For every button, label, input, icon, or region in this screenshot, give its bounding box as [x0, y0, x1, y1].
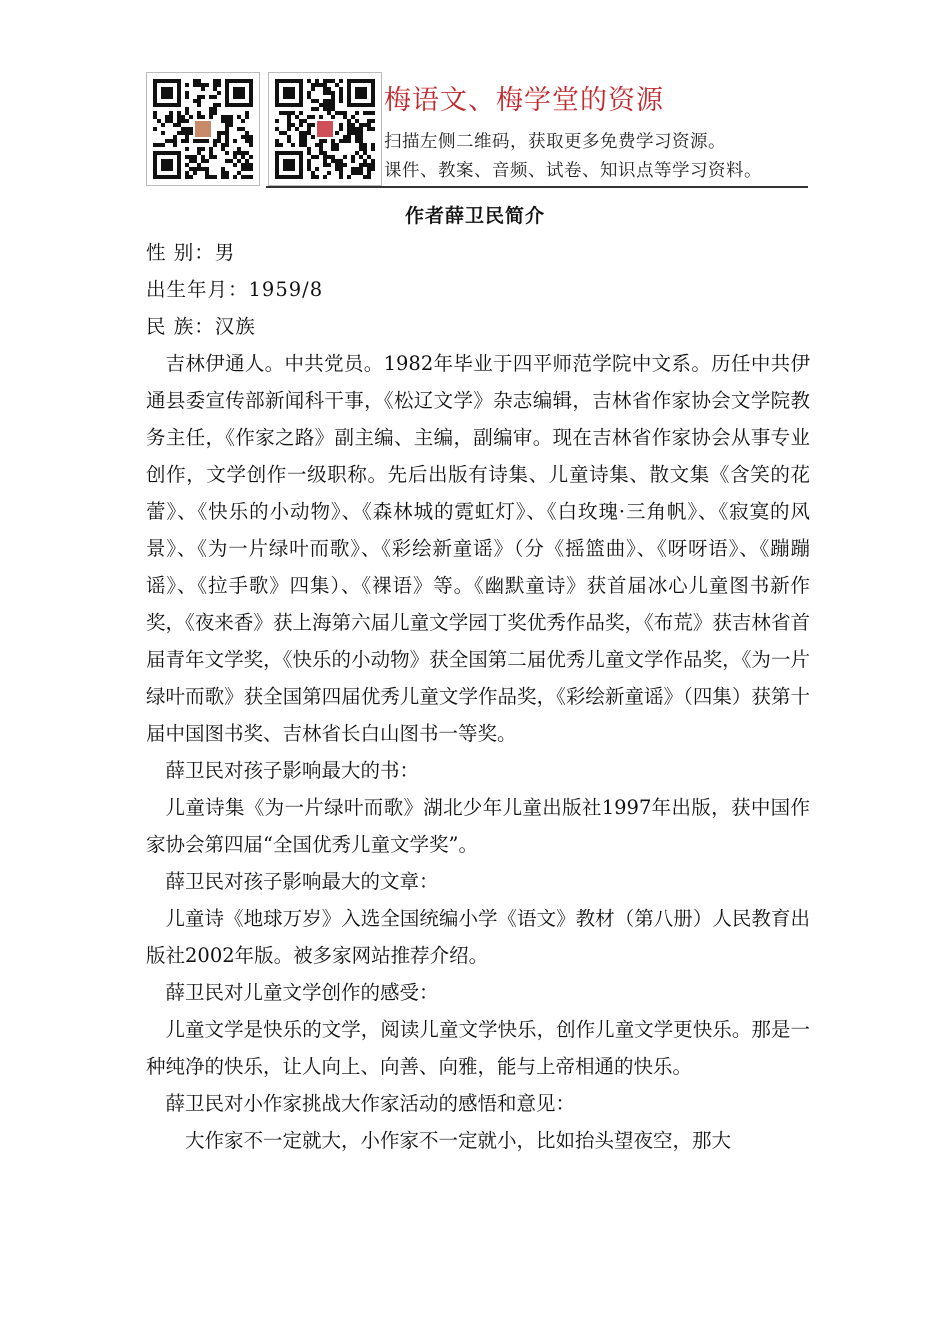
paragraph-article: 儿童诗《地球万岁》入选全国统编小学《语文》教材（第八册）人民教育出版社2002年版。被多家网站推荐介绍。 [146, 907, 810, 967]
qr-code-icon[interactable] [146, 72, 260, 186]
banner-divider [266, 186, 808, 188]
page-title: 作者薛卫民简介 [404, 205, 545, 227]
field-ethnicity: 民 族：汉族 [146, 315, 256, 338]
paragraph-feelings: 儿童文学是快乐的文学，阅读儿童文学快乐，创作儿童文学更快乐。那是一种纯净的快乐，让人向上、向善、向雅，能与上帝相通的快乐。 [146, 1018, 810, 1078]
paragraph-opinions: 大作家不一定就大，小作家不一定就小，比如抬头望夜空，那大 [185, 1129, 732, 1152]
resource-banner [146, 72, 808, 188]
section-heading-article: 薛卫民对孩子影响最大的文章： [165, 870, 439, 893]
banner-title: 梅语文、梅学堂的资源 [384, 85, 664, 116]
qr-code-icon[interactable] [268, 72, 382, 186]
field-birth: 出生年月：1959/8 [146, 278, 324, 301]
section-heading-feelings: 薛卫民对儿童文学创作的感受： [165, 981, 439, 1004]
field-gender: 性 别：男 [146, 241, 236, 264]
paragraph-book: 儿童诗集《为一片绿叶而歌》湖北少年儿童出版社1997年出版，获中国作家协会第四届“全国优秀儿童文学奖”。 [146, 796, 810, 856]
banner-resource-list: 课件、教案、音频、试卷、知识点等学习资料。 [384, 161, 762, 181]
banner-tagline: 扫描左侧二维码，获取更多免费学习资源。 [384, 132, 726, 152]
document-body [146, 234, 810, 1159]
section-heading-opinions: 薛卫民对小作家挑战大作家活动的感悟和意见： [165, 1092, 576, 1115]
biography-paragraph: 吉林伊通人。中共党员。1982年毕业于四平师范学院中文系。历任中共伊通县委宣传部新闻科干事，《松辽文学》杂志编辑，吉林省作家协会文学院教务主任，《作家之路》副主编、主编，副编审。现在吉林省作家协会从事专业创作，文学创作一级职称。先后出版有诗集、儿童诗集、散文集《含笑的花蕾》、《快乐的小动物》、《森林城的霓虹灯》、《白玫瑰·三角帆》、《寂寞的风景》、《为一片绿叶而歌》、《彩绘新童谣》（分《摇篮曲》、《呀呀语》、《蹦蹦谣》、《拉手歌》四集）、《裸语》等。《幽默童诗》获首届冰心儿童图书新作奖，《夜来香》获上海第六届儿童文学园丁奖优秀作品奖，《布荒》获吉林省首届青年文学奖，《快乐的小动物》获全国第二届优秀儿童文学作品奖，《为一片绿叶而歌》获全国第四届优秀儿童文学作品奖，《彩绘新童谣》（四集）获第十届中国图书奖、吉林省长白山图书一等奖。 [146, 352, 810, 745]
section-heading-book: 薛卫民对孩子影响最大的书： [165, 759, 420, 782]
